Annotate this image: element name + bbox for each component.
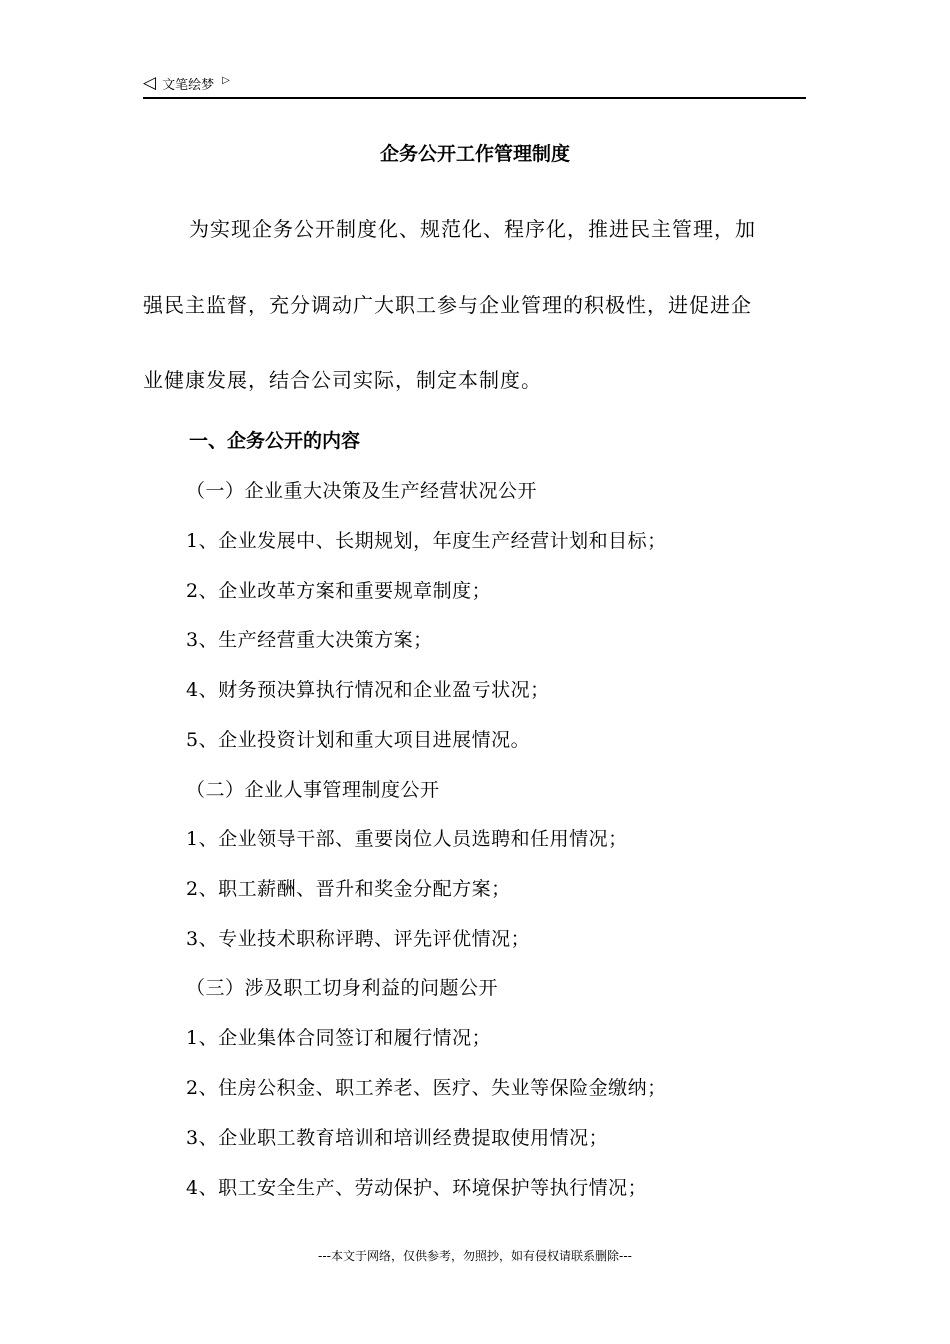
page-footer-disclaimer: ---本文于网络，仅供参考，勿照抄，如有侵权请联系删除---	[318, 1249, 632, 1263]
section-heading: 一、企务公开的内容	[189, 430, 361, 452]
document-title: 企务公开工作管理制度	[379, 143, 570, 165]
list-item: 3、生产经营重大决策方案；	[186, 629, 433, 651]
subsection-title-1: （一）企业重大决策及生产经营状况公开	[186, 480, 538, 502]
triangle-right-icon: ▷	[222, 75, 230, 86]
list-item: 4、职工安全生产、劳动保护、环境保护等执行情况；	[186, 1177, 648, 1199]
subsection-title-3: （三）涉及职工切身利益的问题公开	[186, 977, 499, 999]
header-divider	[143, 97, 806, 99]
intro-line-1: 为实现企务公开制度化、规范化、程序化，推进民主管理，加	[189, 217, 756, 241]
intro-line-2: 强民主监督，充分调动广大职工参与企业管理的积极性，进促进企	[143, 293, 752, 317]
list-item: 2、职工薪酬、晋升和奖金分配方案；	[186, 878, 511, 900]
list-item: 4、财务预决算执行情况和企业盈亏状况；	[186, 679, 550, 701]
list-item: 1、企业集体合同签订和履行情况；	[186, 1027, 492, 1049]
list-item: 5、企业投资计划和重大项目进展情况。	[186, 729, 531, 751]
list-item: 1、企业发展中、长期规划，年度生产经营计划和目标；	[186, 530, 667, 552]
list-item: 2、企业改革方案和重要规章制度；	[186, 580, 492, 602]
intro-line-3: 业健康发展，结合公司实际，制定本制度。	[143, 368, 542, 392]
page-header	[143, 74, 230, 93]
triangle-left-icon: ◁	[143, 73, 157, 93]
list-item: 3、专业技术职称评聘、评先评优情况；	[186, 928, 531, 950]
list-item: 1、企业领导干部、重要岗位人员选聘和任用情况；	[186, 828, 628, 850]
header-text: 文笔绘梦	[162, 78, 215, 93]
list-item: 2、住房公积金、职工养老、医疗、失业等保险金缴纳；	[186, 1077, 667, 1099]
subsection-title-2: （二）企业人事管理制度公开	[186, 779, 440, 801]
list-item: 3、企业职工教育培训和培训经费提取使用情况；	[186, 1127, 609, 1149]
